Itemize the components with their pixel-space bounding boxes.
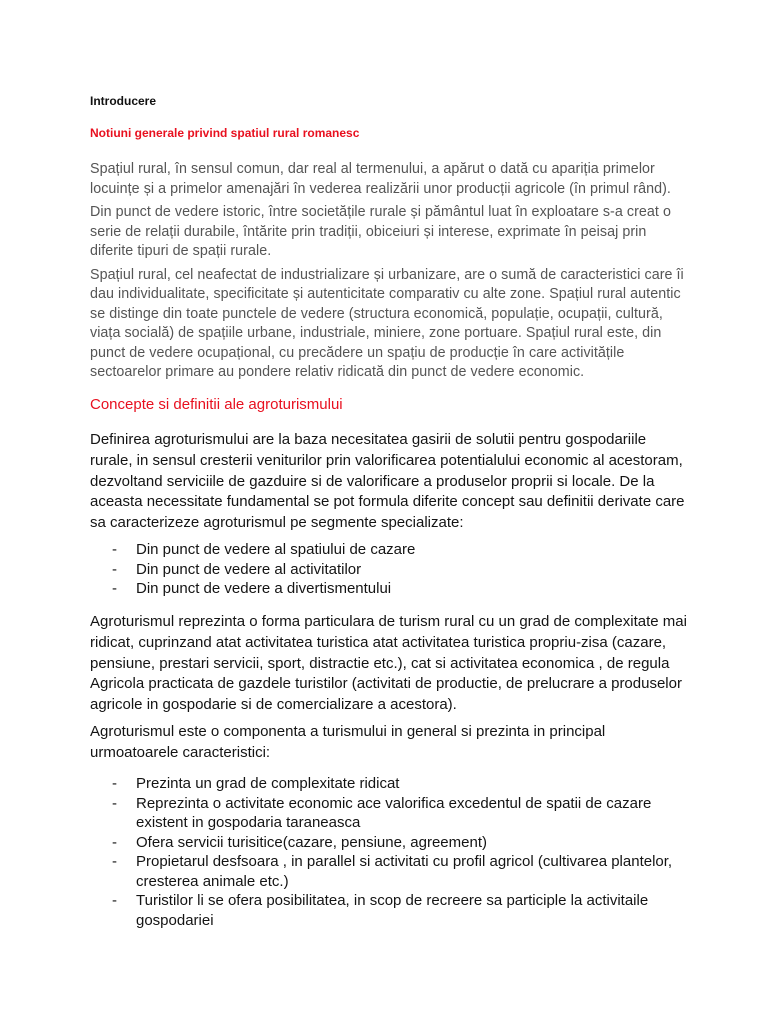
list-item: - Prezinta un grad de complexitate ridicat xyxy=(90,774,690,794)
list-perspectives xyxy=(90,540,690,599)
paragraph-agroturism-form xyxy=(90,612,690,716)
paragraph-definition xyxy=(90,430,690,534)
list-item: - Ofera servicii turisitice(cazare, pensiune, agreement) xyxy=(90,833,690,853)
list-item: - Din punct de vedere al spatiului de cazare xyxy=(90,540,690,560)
list-item: - Din punct de vedere a divertismentului xyxy=(90,579,690,599)
body-paragraph: Agroturismul este o componenta a turismului in general si prezinta in principal urmoatoarele caracteristici: xyxy=(90,723,606,761)
list-item: - Reprezinta o activitate economic ace valorifica excedentul de spatii de cazare existent in gospodaria taraneasca xyxy=(90,794,690,833)
list-item: - Din punct de vedere al activitatilor xyxy=(90,560,690,580)
list-item: - Propietarul desfsoara , in parallel si activitati cu profil agricol (cultivarea plantelor, cresterea animale etc.) xyxy=(90,852,690,891)
intro-paragraph: Spațiul rural, în sensul comun, dar real al termenului, a apărut o dată cu apariția primelor locuințe și a primelor amenajări în vederea realizării unor producții agricole (în primul rând). xyxy=(90,161,671,197)
body-paragraph: Definirea agroturismului are la baza necesitatea gasirii de solutii pentru gospodariile rurale, in sensul cresterii veniturilor prin valorificarea potentialului economic al acestoram, dezvoltand serviciile de gazduire si de valorificare a produselor proprii si locale. De la aceasta necessitate fundamental se pot formula diferite concept sau definitii derivate care sa caracterizeze agroturismul pe segmente specializate: xyxy=(90,431,685,532)
list-characteristics xyxy=(90,774,690,930)
intro-paragraph: Spațiul rural, cel neafectat de industrializare și urbanizare, are o sumă de caracteristici care îi dau individualitate, specificitate și autenticitate comparativ cu alte zone. Spațiul rural autentic se distinge din toate punctele de vedere (structura economică, populație, ocupații, cultură, viața socială) de spațiile urbane, industriale, miniere, zone portuare. Spațiul rural este, din punct de vedere ocupațional, cu precădere un spațiu de producție în care activitățile sectoarelor primare au pondere relativ ridicată din punct de vedere economic. xyxy=(90,266,684,380)
intro-paragraph: Din punct de vedere istoric, între societățile rurale și pământul luat în exploatare s-a creat o serie de relații durabile, întărite prin tradiții, obiceiuri și interese, exprimate în peisaj prin diferite tipuri de spații rurale. xyxy=(90,204,671,259)
body-paragraph: Agroturismul reprezinta o forma particulara de turism rural cu un grad de complexitate mai ridicat, cuprinzand atat activitatea turistica atat activitatea turistica propriu-zisa (cazare, pensiune, prestari servicii, sport, distractie etc.), cat si activitatea economica , de regula Agricola practicata de gazdele turistilor (activitati de productie, de prelucrare a produselor agricole in gospodarie si de comercializare a acestora). xyxy=(90,613,687,714)
intro-subtitle: Notiuni generale privind spatiul rural romanesc xyxy=(90,126,360,140)
section-title: Concepte si definitii ale agroturismului xyxy=(90,396,343,413)
intro-text xyxy=(90,160,690,383)
intro-heading: Introducere xyxy=(90,94,157,108)
list-item: - Turistilor li se ofera posibilitatea, in scop de recreere sa participle la activitaile gospodariei xyxy=(90,891,690,930)
paragraph-characteristics-intro xyxy=(90,722,690,764)
